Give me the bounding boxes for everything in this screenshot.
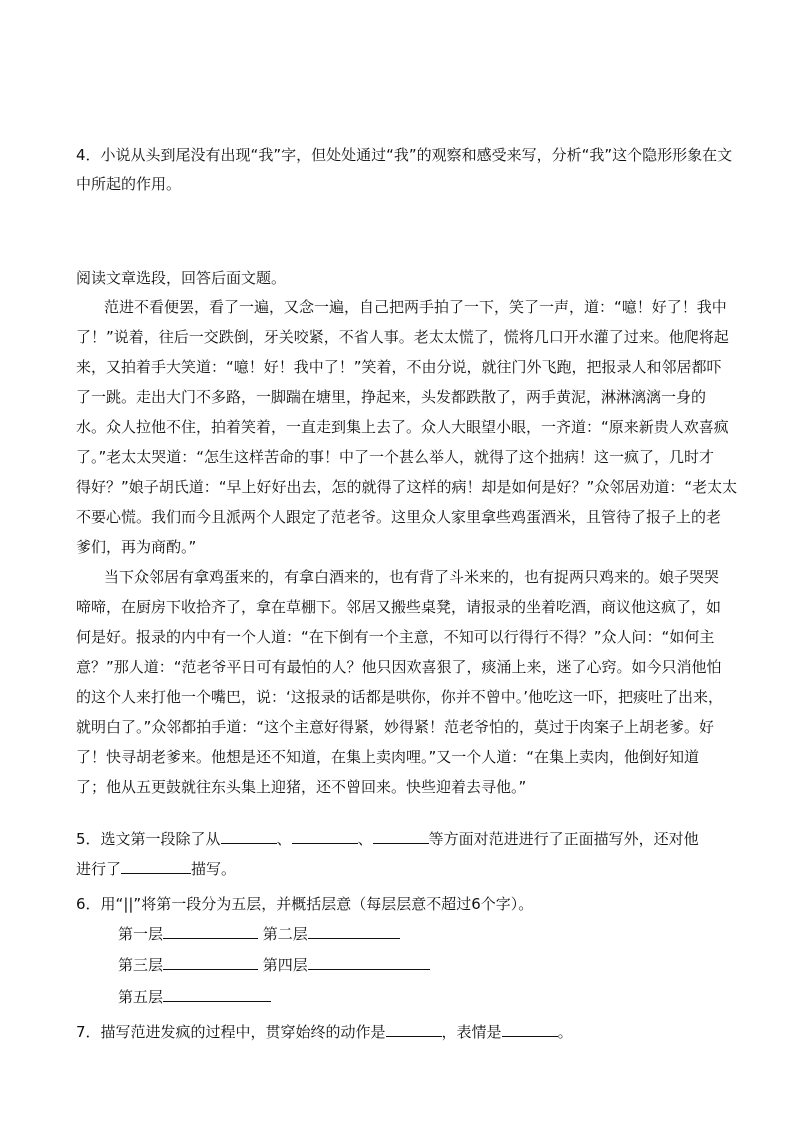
paragraph-1-line: 了！”说着，往后一交跌倒，牙关咬紧，不省人事。老太太慌了，慌将几口开水灌了过来。他爬将起 — [76, 328, 729, 346]
paragraph-1-line: 爹们，再为商酌。” — [76, 538, 197, 556]
q6-layer-5-label: 第五层 — [118, 988, 164, 1006]
q6-row-2 — [118, 955, 430, 975]
paragraph-1-line: 了。”老太太哭道：“怎生这样苦命的事！中了一个甚么举人，就得了这个拙病！这一疯了，几时才 — [76, 448, 715, 466]
paragraph-1-line: 来，又拍着手大笑道：“噫！好！我中了！”笑着，不由分说，就往门外飞跑，把报录人和邻居都吓 — [76, 358, 722, 376]
q7-suffix: 。 — [557, 1023, 573, 1041]
q6-layer-4-blank[interactable] — [308, 955, 430, 970]
q6-layer-1-blank[interactable] — [163, 924, 258, 939]
question-4-line-2: 中所起的作用。 — [76, 175, 182, 193]
q5-sep-2: 、 — [357, 830, 373, 848]
q7-blank-1[interactable] — [386, 1022, 442, 1037]
question-6-text: 6．用“||”将第一段分为五层，并概括层意（每层层意不超过6个字）。 — [76, 895, 534, 913]
q5-prefix: 5．选文第一段除了从 — [76, 830, 221, 848]
q7-mid: ，表情是 — [441, 1023, 502, 1041]
paragraph-2-line: 何是好。报录的内中有一个人道：“在下倒有一个主意，不知可以行得行不得？”众人问：“如何主 — [76, 628, 715, 646]
paragraph-2-line: 意？”那人道：“范老爷平日可有最怕的人？他只因欢喜狠了，痰涌上来，迷了心窍。如今只消他怕 — [76, 658, 722, 676]
paragraph-1-line: 了一跳。走出大门不多路，一脚踹在塘里，挣起来，头发都跌散了，两手黄泥，淋淋漓漓一身的 — [76, 388, 707, 406]
paragraph-2-line: 就明白了。”众邻都拍手道：“这个主意好得紧，妙得紧！范老爷怕的，莫过于肉案子上胡老爹。好 — [76, 718, 715, 736]
q6-layer-3-blank[interactable] — [163, 955, 258, 970]
paragraph-2-line: 了；他从五更鼓就往东头集上迎猪，还不曾回来。快些迎着去寻他。” — [76, 778, 527, 796]
q7-blank-2[interactable] — [502, 1022, 558, 1037]
q5-mid: 等方面对范进进行了正面描写外，还对他 — [428, 830, 699, 848]
q6-row-3 — [118, 987, 271, 1007]
paragraph-2-line: 的这个人来打他一个嘴巴，说：‘这报录的话都是哄你，你并不曾中。’他吃这一吓，把痰吐了出来， — [76, 688, 724, 706]
q6-row-1 — [118, 924, 400, 944]
reading-instruction: 阅读文章选段，回答后面文题。 — [76, 269, 287, 287]
q5-blank-1[interactable] — [221, 829, 277, 844]
q5-line2-suffix: 描写。 — [191, 860, 237, 878]
question-4-line-1: 4．小说从头到尾没有出现“我”字，但处处通过“我”的观察和感受来写，分析“我”这个隐形形象在文 — [76, 146, 733, 164]
paragraph-1-line: 范进不看便罢，看了一遍，又念一遍，自己把两手拍了一下，笑了一声，道：“噫！好了！我中 — [104, 298, 727, 316]
paragraph-2-line: 啼啼，在厨房下收拾齐了，拿在草棚下。邻居又搬些桌凳，请报录的坐着吃酒，商议他这疯了，如 — [76, 598, 722, 616]
q6-layer-3-label: 第三层 — [118, 956, 164, 974]
paragraph-1-line: 得好？”娘子胡氏道：“早上好好出去，怎的就得了这样的病！却是如何是好？”众邻居劝道：“老太太 — [76, 478, 738, 496]
question-5-line-1 — [76, 829, 699, 849]
q6-layer-5-blank[interactable] — [163, 987, 271, 1002]
q6-layer-2-label: 第二层 — [262, 925, 308, 943]
q5-sep-1: 、 — [276, 830, 292, 848]
paragraph-1-line: 水。众人拉他不住，拍着笑着，一直走到集上去了。众人大眼望小眼，一齐道：“原来新贵人欢喜疯 — [76, 418, 729, 436]
paragraph-2-line: 了！快寻胡老爹来。他想是还不知道，在集上卖肉哩。”又一个人道：“在集上卖肉，他倒好知道 — [76, 748, 700, 766]
q5-blank-2[interactable] — [292, 829, 358, 844]
q7-prefix: 7．描写范进发疯的过程中，贯穿始终的动作是 — [76, 1023, 386, 1041]
paragraph-2-line: 当下众邻居有拿鸡蛋来的，有拿白酒来的，也有背了斗米来的，也有捉两只鸡来的。娘子哭哭 — [104, 568, 720, 586]
q5-blank-3[interactable] — [373, 829, 429, 844]
q6-layer-4-label: 第四层 — [262, 956, 308, 974]
question-7 — [76, 1022, 573, 1042]
q5-blank-4[interactable] — [121, 859, 191, 874]
q5-line2-prefix: 进行了 — [76, 860, 122, 878]
q6-layer-2-blank[interactable] — [308, 924, 400, 939]
question-5-line-2 — [76, 859, 236, 879]
q6-layer-1-label: 第一层 — [118, 925, 164, 943]
paragraph-1-line: 不要心慌。我们而今且派两个人跟定了范老爷。这里众人家里拿些鸡蛋酒米，且管待了报子上的老 — [76, 508, 722, 526]
